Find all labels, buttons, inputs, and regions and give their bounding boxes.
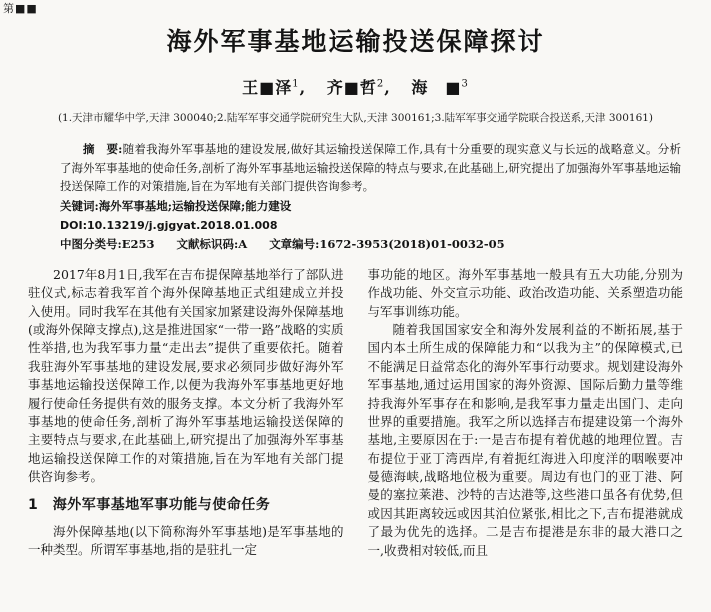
author-3 (411, 78, 469, 97)
keywords-text: 海外军事基地;运输投送保障;能力建设 (98, 198, 292, 213)
section-1-heading: 1 海外军事基地军事功能与使命任务 (28, 497, 271, 514)
author-1 (242, 78, 306, 97)
classification-line (60, 235, 681, 254)
body-paragraph: 随着我国国家安全和海外发展利益的不断拓展,基于国内本土所生成的保障能力和“以我为主”的保障模式,已不能满足日益常态化的海外军事行动要求。规划建设海外军事基地,通过运用国家的海外资源、国际后勤力量等维持我海外军事存在和影响,是我军事力量走出国门、走向世界的重要措施。我军之所以选择吉布提建设第一个海外基地,主要原因在于:一是吉布提有着优越的地理位置。吉布提位于亚丁湾西岸,有着扼红海进入印度洋的咽喉要冲曼德海峡,战略地位极为重要。周边有也门的亚丁港、阿曼的塞拉莱港、沙特的吉达港等,这些港口虽各有优势,但或因其距离较远或因其泊位紧张,相比之下,吉布提港就成了最为优先的选择。二是吉布提港是东非的最大港口之一,收费相对较低,而且 (367, 322, 683, 558)
abstract (60, 140, 681, 196)
author-separator: , (384, 78, 391, 97)
meta-block (60, 140, 681, 254)
left-column (28, 266, 344, 560)
continued-paragraph: 事功能的地区。海外军事基地一般具有五大功能,分别为作战功能、外交宣示功能、政治改造功能、关系塑造功能与军事训练功能。 (367, 266, 683, 319)
author-3-superscript: 3 (461, 78, 469, 90)
page-header-fragment: 第■■ (3, 2, 38, 15)
author-separator: , (299, 78, 307, 97)
intro-paragraph: 2017年8月1日,我军在吉布提保障基地举行了部队进驻仪式,标志着我军首个海外保障基地正式组建成立并投入使用。同时我军在其他有关国家加紧建设海外保障基地(或海外保障支撑点),这是推进国家“一带一路”战略的实质性举措,也为我军事力量“走出去”提供了重要依托。随着我驻海外军事基地的建设发展,要求必须同步做好海外军事基地运输投送保障工作,以便为我海外军事基地更好地履行使命任务提供有效的服务支撑。本文分析了我海外军事基地的使命任务,剖析了海外军事基地运输投送保障的主要特点与要求,在此基础上,研究提出了加强海外军事基地运输投送保障工作的对策措施,旨在为军地有关部门提供咨询参考。 (28, 266, 344, 485)
right-column (368, 266, 684, 560)
author-2-name: 齐■哲 (326, 78, 377, 97)
section-1-paragraph: 海外保障基地(以下简称海外军事基地)是军事基地的一种类型。所谓军事基地,指的是驻扎一定 (28, 524, 344, 558)
authors-line (28, 75, 683, 98)
affiliation-line: (1.天津市耀华中学,天津 300040;2.陆军军事交通学院研究生大队,天津 300161;3.陆军军事交通学院联合投送系,天津 300161) (57, 112, 654, 124)
abstract-text: 随着我海外军事基地的建设发展,做好其运输投送保障工作,具有十分重要的现实意义与长远的战略意义。分析了海外军事基地的使命任务,剖析了海外军事基地运输投送保障的特点与要求,在此基础上,研究提出了加强海外军事基地运输投送保障工作的对策措施,旨在为军地有关部门提供咨询参考。 (60, 142, 681, 194)
author-3-name: 海 ■ (411, 78, 462, 97)
author-1-superscript: 1 (292, 78, 300, 90)
author-1-name: 王■泽 (242, 78, 293, 97)
keywords-label: 关键词: (60, 198, 99, 213)
paper-title: 海外军事基地运输投送保障探讨 (166, 27, 545, 56)
body-columns (28, 266, 683, 560)
keywords-line (60, 197, 681, 216)
clc-number: 中图分类号:E253 (60, 237, 155, 252)
author-2-superscript: 2 (376, 78, 385, 90)
author-2 (327, 78, 391, 97)
abstract-label: 摘 要: (83, 142, 123, 156)
document-code: 文献标识码:A (176, 237, 248, 252)
doi-line: DOI:10.13219/j.gjgyat.2018.01.008 (60, 218, 278, 232)
article-number: 文章编号:1672-3953(2018)01-0032-05 (269, 237, 505, 252)
